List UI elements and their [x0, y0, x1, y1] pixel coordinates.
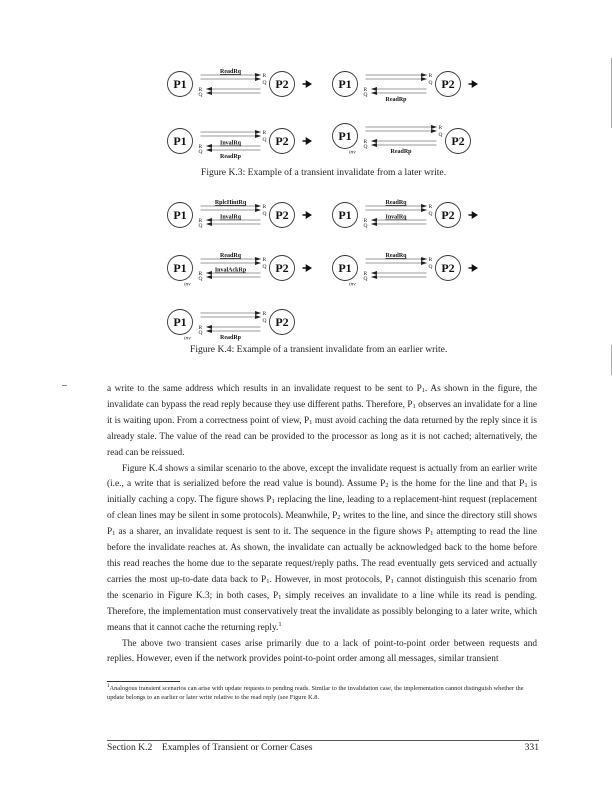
paragraph-3: The above two transient cases arise primarily due to a lack of point-to-point order between requests and replies. However, even if the network provides point-to-point order among all messages, similar transient	[107, 638, 537, 665]
diagram-K4-3-top-message: ReadRq	[219, 253, 242, 259]
figure-caption-k4: Figure K.4: Example of a transient invalidate from an earlier write.	[190, 344, 448, 355]
diagram-K4-5-inv-mark: inv	[184, 335, 191, 342]
svg-text:R: R	[363, 271, 368, 277]
diagram-K4-2-mid-message: InvalRq	[385, 214, 407, 221]
svg-text:R: R	[198, 325, 203, 331]
svg-text:Q: Q	[428, 80, 433, 86]
svg-text:R: R	[438, 125, 443, 131]
diagram-K4-4-p2-label: P2	[441, 261, 455, 275]
svg-text:R: R	[363, 139, 368, 145]
diagram-K4-1-next-arrow-icon	[303, 213, 311, 218]
svg-text:Q: Q	[428, 211, 433, 217]
svg-text:R: R	[262, 311, 267, 317]
svg-text:Q: Q	[262, 264, 267, 270]
body-text	[107, 382, 537, 668]
running-footer-section: Section K.2 Examples of Transient or Corner Cases	[107, 742, 313, 753]
page-number: 331	[524, 742, 539, 753]
svg-text:Q: Q	[198, 92, 203, 98]
diagram-K4-5-bottom-message: ReadRp	[219, 335, 242, 341]
diagram-K4-2-p2-label: P2	[441, 208, 455, 222]
diagram-K3-3-p2-label: P2	[275, 134, 289, 148]
diagram-K4-4-next-arrow-icon	[469, 266, 477, 271]
svg-text:Q: Q	[363, 276, 368, 282]
footnote-divider	[107, 681, 180, 682]
footnote-text: Analogous transient scenarios can arise with update requests to pending reads. Similar to the invalidation case, the implementation cannot distinguish whether the update belongs to an earlier or later write relative to the read reply (see Figure K.8.	[107, 685, 524, 701]
diagram-K4-5-p1-label: P1	[173, 315, 187, 329]
diagram-K3-3-p1-label: P1	[173, 134, 187, 148]
paragraph-2: Figure K.4 shows a similar scenario to the above, except the invalidate request is actually from an earlier write (i.e., a write that is serialized before the read value is bound). Assume $P_2$ is the home for the line and that $P_1$ is initially caching a copy. The figure shows $P_1$ replacing the line, leading to a replacement-hint request (replacement of clean lines may be silent in some protocols). Meanwhile, $P_2$ writes to the line, and since the directory still shows $P_1$ as a sharer, an invalidate request is sent to it. The sequence in the figure shows $P_1$ attempting to read the line before the invalidate reaches at. As shown, the invalidate can actually be acknowledged back to the home before this read reaches the home due to the separate request/reply paths. The read eventually gets serviced and actually carries the most up-to-date data back to $P_1$. However, in most protocols, $P_1$ cannot distinguish this scenario from the scenario in Figure K.3; in both cases, $P_1$ simply receives an invalidate to a line while its read is pending. Therefore, the implementation must conservatively treat the invalidate as possibly belonging to a later write, which means that it cannot cache the returning reply.$^1$	[107, 463, 538, 633]
svg-text:Q: Q	[198, 330, 203, 336]
diagram-K3-4-p2-label: P2	[451, 134, 465, 148]
svg-text:Q: Q	[198, 149, 203, 155]
svg-text:R: R	[198, 218, 203, 224]
diagram-K4-1-p1-label: P1	[173, 208, 187, 222]
svg-text:R: R	[363, 218, 368, 224]
margin-mark	[62, 385, 67, 386]
svg-text:R: R	[198, 144, 203, 150]
diagram-K3-4-bottom-message: ReadRp	[390, 149, 412, 155]
diagram-K3-2-next-arrow-icon	[469, 82, 477, 87]
diagram-K3-4-p1-label: P1	[338, 129, 352, 143]
footnote-mark: 1	[107, 684, 110, 689]
diagram-K4-3-inv-mark: inv	[184, 281, 191, 288]
figure-caption-k3: Figure K.3: Example of a transient invalidate from a later write.	[201, 167, 447, 178]
svg-text:Q: Q	[363, 144, 368, 150]
diagram-K4-2-next-arrow-icon	[469, 213, 477, 218]
diagram-K4-3-next-arrow-icon	[303, 266, 311, 271]
figures-area	[0, 0, 612, 370]
svg-text:Q: Q	[262, 80, 267, 86]
svg-text:R: R	[262, 204, 267, 210]
diagram-K4-1-mid-message: InvalRq	[219, 214, 242, 221]
diagram-K3-2-p1-label: P1	[338, 77, 352, 91]
svg-text:Q: Q	[363, 223, 368, 229]
svg-text:Q: Q	[262, 318, 267, 324]
diagram-K4-2-top-message: ReadRq	[385, 200, 407, 206]
svg-text:Q: Q	[262, 137, 267, 143]
svg-text:R: R	[428, 204, 433, 210]
diagram-K4-4-inv-mark: inv	[349, 281, 356, 288]
svg-text:R: R	[262, 73, 267, 79]
diagram-K4-3-mid-message: InvalAckRp	[214, 267, 247, 274]
svg-text:R: R	[262, 257, 267, 263]
diagram-K3-1-p1-label: P1	[173, 77, 187, 91]
svg-text:R: R	[262, 130, 267, 136]
diagram-K3-1-top-message: ReadRq	[219, 69, 242, 75]
svg-text:R: R	[198, 271, 203, 277]
diagram-K4-2-p1-label: P1	[338, 208, 352, 222]
diagram-K3-2-p2-label: P2	[441, 77, 455, 91]
diagram-K3-1-next-arrow-icon	[303, 82, 311, 87]
svg-text:Q: Q	[198, 223, 203, 229]
footnote-ref[interactable]: 1	[278, 620, 282, 628]
svg-text:Q: Q	[198, 276, 203, 282]
diagram-K4-4-p1-label: P1	[338, 261, 352, 275]
diagram-K3-2-bottom-message: ReadRp	[385, 97, 407, 103]
svg-text:R: R	[428, 73, 433, 79]
diagram-K4-1-top-message: RplcHintRq	[214, 200, 247, 206]
diagram-K4-5-p2-label: P2	[275, 315, 289, 329]
diagram-K3-3-bottom-message: ReadRp	[219, 154, 242, 160]
svg-text:Q: Q	[438, 132, 443, 138]
diagram-K3-3-next-arrow-icon	[303, 139, 311, 144]
diagram-K4-1-p2-label: P2	[275, 208, 289, 222]
diagram-K4-3-p1-label: P1	[173, 261, 187, 275]
svg-text:Q: Q	[428, 264, 433, 270]
footnote	[107, 684, 539, 702]
svg-text:Q: Q	[363, 92, 368, 98]
svg-text:Q: Q	[262, 211, 267, 217]
diagram-K3-1-p2-label: P2	[275, 77, 289, 91]
svg-text:R: R	[363, 87, 368, 93]
diagram-K4-4-top-message: ReadRq	[385, 253, 407, 259]
paragraph-1: a write to the same address which results in an invalidate request to be sent to $P_1$. As shown in the figure, the invalidate can bypass the read reply because they use different paths. Therefore, $P_1$ observes an invalidate for a line it is waiting upon. From a correctness point of view, $P_1$ must avoid caching the data returned by the reply since it is already stale. The value of the read can be provided to the processor as long as it is not cached; alternatively, the read can be reissued.	[107, 384, 537, 458]
diagram-K4-3-p2-label: P2	[275, 261, 289, 275]
diagram-K3-3-mid-message: InvalRq	[219, 140, 242, 147]
svg-text:R: R	[428, 257, 433, 263]
svg-text:R: R	[198, 87, 203, 93]
footer-divider	[107, 740, 539, 741]
diagram-K3-4-inv-mark: inv	[349, 149, 356, 156]
